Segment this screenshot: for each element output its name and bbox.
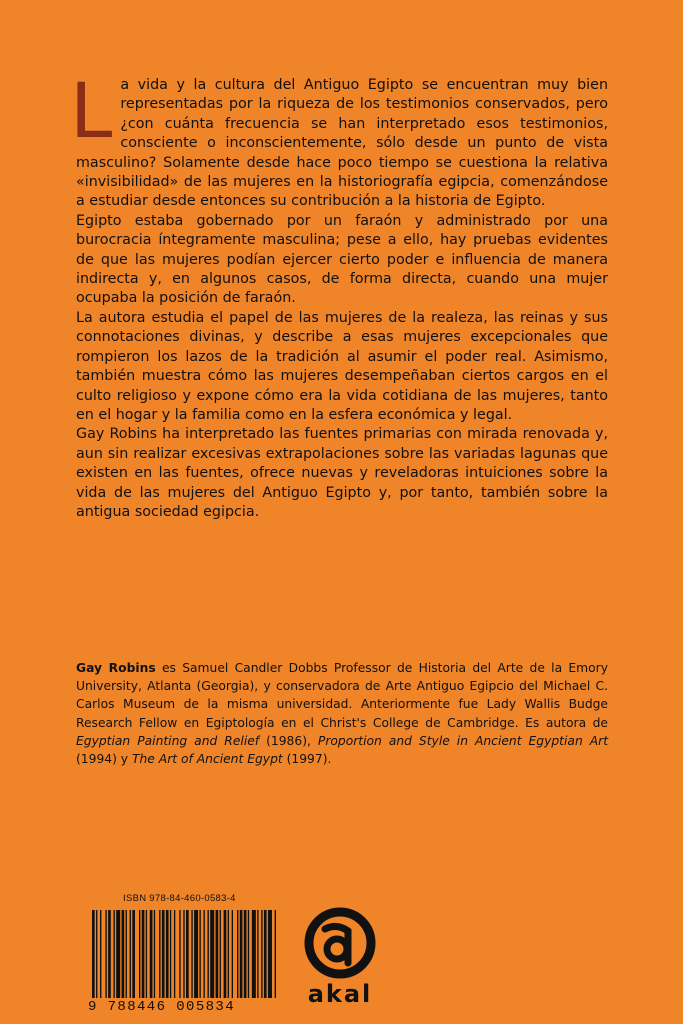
barcode-bar (237, 910, 238, 998)
barcode-bar (261, 910, 262, 998)
barcode-bar (275, 910, 276, 998)
barcode-bar (170, 910, 171, 998)
author-bio (76, 659, 608, 768)
barcode-bar (208, 910, 209, 998)
drop-cap: L (70, 66, 113, 155)
barcode-bar (108, 910, 111, 998)
barcode-bar (96, 910, 97, 998)
barcode-bar (216, 910, 219, 998)
barcode-bar (139, 910, 140, 998)
synopsis-paragraph-4: Gay Robins ha interpretado las fuentes primarias con mirada renovada y, aun sin realizar excesivas extrapolaciones sobre las variadas lagunas que existen en las fuentes, ofrece nuevas y reveladoras intuiciones sobre la vida de las mujeres del Antiguo Egipto y, por tanto, también sobre la antigua sociedad egipcia. (76, 426, 608, 520)
barcode-bar (220, 910, 221, 998)
barcode-digits: 9 788446 005834 (88, 999, 236, 1015)
barcode-bar (122, 910, 125, 998)
barcode-bar (186, 910, 189, 998)
publisher-name: akal (307, 980, 373, 1008)
isbn-label: ISBN 978-84-460-0583-4 (123, 893, 236, 904)
barcode-bar (166, 910, 169, 998)
synopsis (70, 66, 608, 522)
barcode-bar (116, 910, 120, 998)
barcode-bar (100, 910, 101, 998)
barcode-bar (199, 910, 200, 998)
barcode-bar (92, 910, 95, 998)
author-bio-paragraph (76, 659, 608, 768)
barcode-bar (126, 910, 127, 998)
bio-text-1: es Samuel Candler Dobbs Professor de Historia del Arte de la Emory University, Atlanta (Georgia), y conservadora de Arte Antiguo Egipcio del Michael C. Carlos Museum de la misma universidad. Anteriormente fue Lady Wallis Budge Research Fellow en Egiptología en el Christ's College de Cambridge. Es autora de (76, 661, 608, 730)
barcode-bar (194, 910, 198, 998)
book-title-1: Egyptian Painting and Relief (76, 733, 260, 748)
barcode-bar (154, 910, 155, 998)
barcode-bar (162, 910, 165, 998)
barcode-bar (132, 910, 135, 998)
barcode-bar (113, 910, 114, 998)
barcode-bar (228, 910, 229, 998)
synopsis-paragraph-2: Egipto estaba gobernado por un faraón y administrado por una burocracia íntegramente masculina; pese a ello, hay pruebas evidentes de que las mujeres podían ejercer cierto poder e influencia de manera indirecta y, en algunos casos, de forma directa, cuando una mujer ocupaba la posición de faraón. (76, 212, 608, 307)
author-name: Gay Robins (76, 661, 156, 675)
bio-text-2: (1986), (259, 733, 318, 748)
barcode-bar (240, 910, 243, 998)
barcode-bar (244, 910, 247, 998)
barcode-bar (183, 910, 184, 998)
synopsis-paragraph-3: La autora estudia el papel de las mujeres de la realeza, las reinas y sus connotaciones divinas, y describe a esas mujeres excepcionales que rompieron los lazos de la tradición al asumir el poder real. Asimismo, también muestra cómo las mujeres desempeñaban ciertos cargos en el culto religioso y expone cómo era la vida cotidiana de las mujeres, tanto en el hogar y la familia como en la esfera económica y legal. (76, 309, 608, 423)
barcode-bar (264, 910, 267, 998)
barcode-bar (174, 910, 175, 998)
barcode-bar (146, 910, 147, 998)
barcode-bar (224, 910, 227, 998)
barcode-bar (159, 910, 160, 998)
barcode-bar (142, 910, 145, 998)
barcode-bar (210, 910, 214, 998)
book-title-3: The Art of Ancient Egypt (132, 752, 283, 767)
barcode-bar (191, 910, 192, 998)
bio-text-3: (1994) y (76, 752, 132, 767)
synopsis-paragraph-1: a vida y la cultura del Antiguo Egipto se encuentran muy bien representadas por la riqueza de los testimonios conservados, pero ¿con cuánta frecuencia se han interpretado esos testimonios, consciente o inconscientemente, sólo desde un punto de vista masculino? Solamente desde hace poco tiempo se cuestiona la relativa «invisibilidad» de las mujeres en la historiografía egipcia, comenzándose a estudiar desde entonces su contribución a la historia de Egipto. (76, 77, 608, 210)
barcode-bar (150, 910, 153, 998)
barcode-bar (268, 910, 272, 998)
barcode-bar (257, 910, 258, 998)
barcode-bar (232, 910, 233, 998)
barcode-bar (203, 910, 204, 998)
bio-text-4: (1997). (282, 752, 332, 767)
barcode-bar (105, 910, 106, 998)
barcode (90, 910, 278, 998)
book-title-2: Proportion and Style in Ancient Egyptian Art (317, 733, 609, 748)
barcode-bar (252, 910, 256, 998)
barcode-bar (248, 910, 249, 998)
barcode-bar (130, 910, 131, 998)
barcode-bar (179, 910, 180, 998)
